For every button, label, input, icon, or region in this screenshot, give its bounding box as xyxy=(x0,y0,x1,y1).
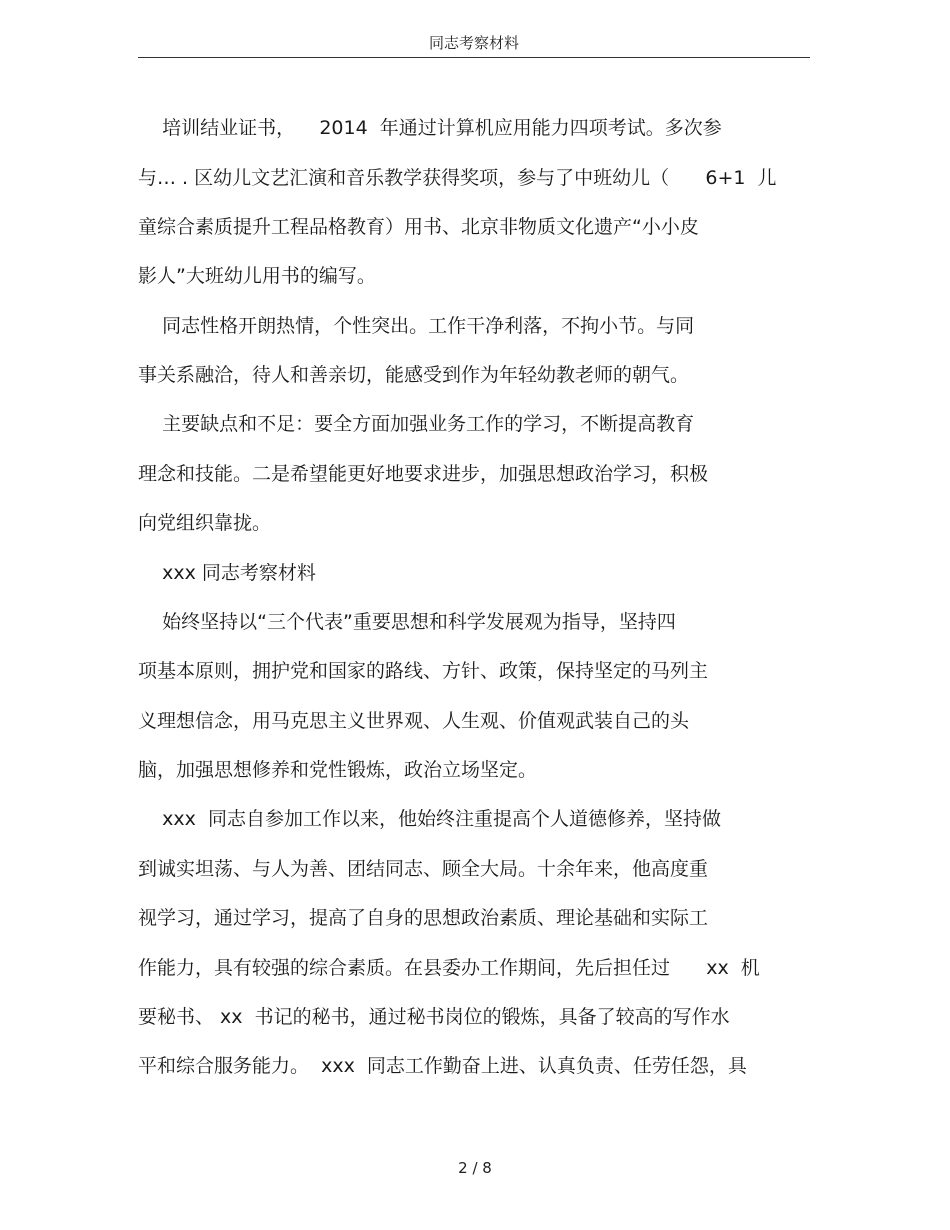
body-line: 童综合素质提升工程品格教育）用书、北京非物质文化遗产“小小皮 xyxy=(138,216,699,238)
body-line: 同志性格开朗热情，个性突出。工作干净利落，不拘小节。与同 xyxy=(138,315,695,337)
body-line: 影人”大班幼儿用书的编写。 xyxy=(138,265,376,287)
body-line: 要秘书、 xx 书记的秘书，通过秘书岗位的锻炼，具备了较高的写作水 xyxy=(138,1006,730,1028)
section-heading: xxx 同志考察材料 xyxy=(138,562,316,584)
page-number: 2 / 8 xyxy=(458,1159,492,1177)
page-header-title: 同志考察材料 xyxy=(138,30,810,58)
body-line: 视学习，通过学习，提高了自身的思想政治素质、理论基础和实际工 xyxy=(138,907,709,929)
body-line: 脑，加强思想修养和党性锻炼，政治立场坚定。 xyxy=(138,759,538,781)
body-line: 主要缺点和不足：要全方面加强业务工作的学习，不断提高教育 xyxy=(138,413,695,435)
body-line: 与… . 区幼儿文艺汇演和音乐教学获得奖项，参与了中班幼儿（ 6+1 儿 xyxy=(138,167,777,189)
body-line: 事关系融洽，待人和善亲切，能感受到作为年轻幼教老师的朝气。 xyxy=(138,364,690,386)
body-line: 到诚实坦荡、与人为善、团结同志、顾全大局。十余年来，他高度重 xyxy=(138,858,709,880)
body-line: 理念和技能。二是希望能更好地要求进步，加强思想政治学习，积极 xyxy=(138,463,709,485)
body-line: 向党组织靠拢。 xyxy=(138,512,272,534)
body-line: 项基本原则，拥护党和国家的路线、方针、政策，保持坚定的马列主 xyxy=(138,660,709,682)
body-line: 培训结业证书， 2014 年通过计算机应用能力四项考试。多次参 xyxy=(138,117,722,139)
body-line: 始终坚持以“三个代表”重要思想和科学发展观为指导，坚持四 xyxy=(138,611,676,633)
body-line: xxx 同志自参加工作以来，他始终注重提高个人道德修养，坚持做 xyxy=(138,808,721,830)
body-line: 义理想信念，用马克思主义世界观、人生观、价值观武装自己的头 xyxy=(138,710,690,732)
body-line: 平和综合服务能力。 xxx 同志工作勤奋上进、认真负责、任劳任怨，具 xyxy=(138,1055,747,1077)
body-line: 作能力，具有较强的综合素质。在县委办工作期间，先后担任过 xx 机 xyxy=(138,957,760,979)
